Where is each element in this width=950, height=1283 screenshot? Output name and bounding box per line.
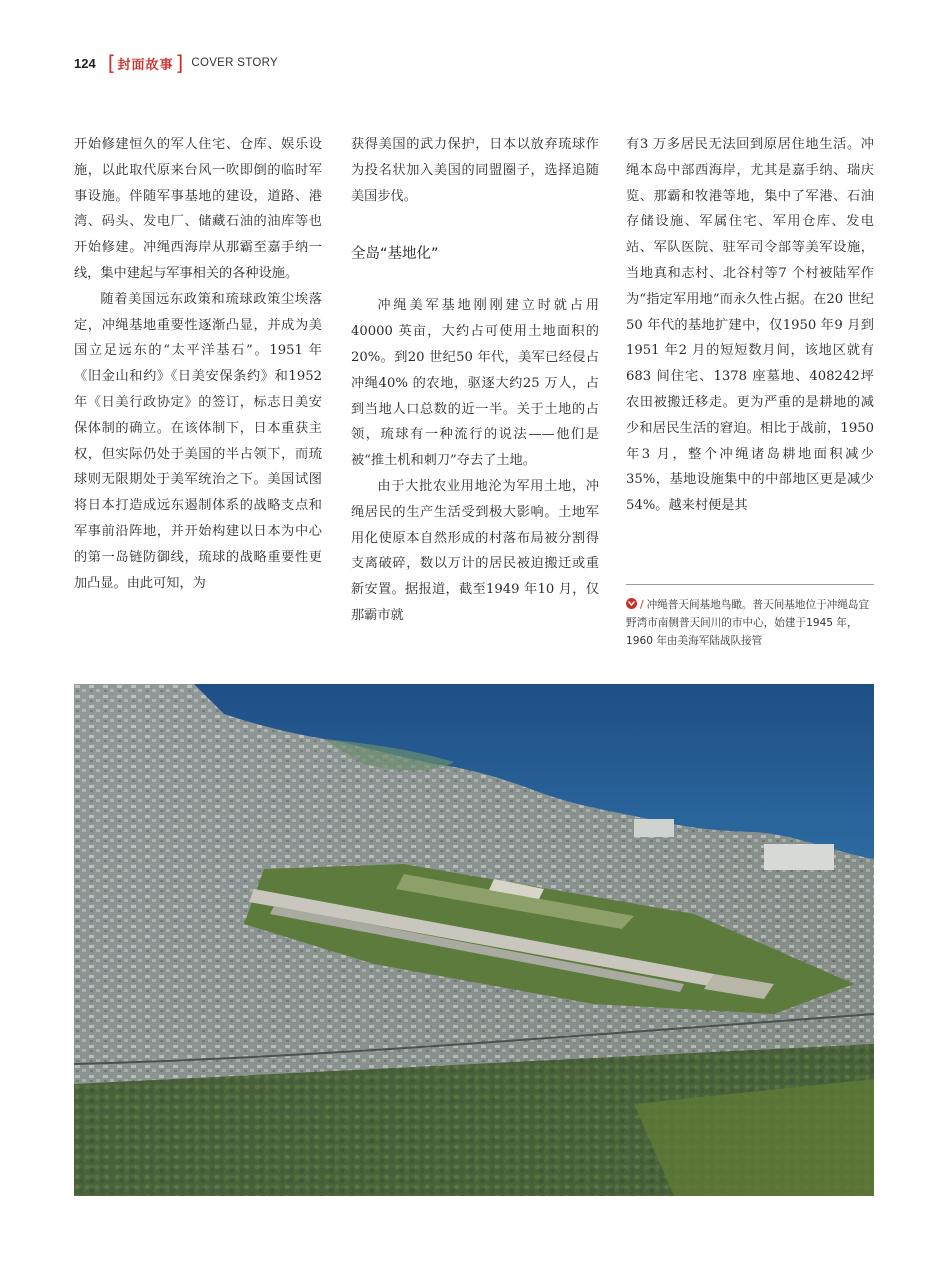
paragraph: 获得美国的武力保护，日本以放弃琉球作为投名状加入美国的同盟圈子，选择追随美国步伐。 xyxy=(351,137,599,204)
caption-slash: / xyxy=(640,599,644,611)
photo-caption xyxy=(626,596,874,650)
aerial-photo xyxy=(74,684,874,1196)
paragraph: 由于大批农业用地沦为军用土地，冲绳居民的生产生活受到极大影响。土地军用化使原本自然形成的村落布局被分割得支离破碎，数以万计的居民被迫搬迁或重新安置。据报道，截至1949 年10 月，仅那霸市就 xyxy=(351,478,599,623)
aerial-photo-graphic xyxy=(74,684,874,1196)
subheading: 全岛“基地化” xyxy=(351,246,439,263)
text-column-1 xyxy=(74,132,322,596)
page-header xyxy=(74,52,278,74)
chevron-down-icon xyxy=(626,598,637,609)
paragraph: 开始修建恒久的军人住宅、仓库、娱乐设施，以此取代原来台风一吹即倒的临时军事设施。伴随军事基地的建设，道路、港湾、码头、发电厂、储藏石油的油库等也开始修建。冲绳西海岸从那霸至嘉手纳一线，集中建起与军事相关的各种设施。 xyxy=(74,137,322,281)
page-number: 124 xyxy=(74,55,96,71)
paragraph: 随着美国远东政策和琉球政策尘埃落定，冲绳基地重要性逐渐凸显，并成为美国立足远东的“太平洋基石”。1951 年《旧金山和约》《日美安保条约》和1952 年《日美行政协定》的签订，标志日美安保体制的确立。在该体制下，日本重获主权，但实际仍处于美国的半占领下，而琉球则无限期处于美军统治之下。美国试图将日本打造成远东遏制体系的战略支点和军事前沿阵地，并开始构建以日本为中心的第一岛链防御线，琉球的战略重要性更加凸显。由此可知，为 xyxy=(74,291,322,591)
caption-text: 冲绳普天间基地鸟瞰。普天间基地位于冲绳岛宜野湾市南侧普天间川的市中心，始建于1945 年，1960 年由美海军陆战队接管 xyxy=(626,599,870,647)
paragraph: 冲绳美军基地刚刚建立时就占用40000 英亩，大约占可使用土地面积的20%。到20 世纪50 年代，美军已经侵占冲绳40% 的农地，驱逐大约25 万人，占到当地人口总数的近一半。关于土地的占领，琉球有一种流行的说法——他们是被“推土机和刺刀”夺去了土地。 xyxy=(351,298,599,469)
paragraph: 有3 万多居民无法回到原居住地生活。冲绳本岛中部西海岸，尤其是嘉手纳、瑞庆览、那霸和牧港等地，集中了军港、石油存储设施、军属住宅、军用仓库、发电站、军队医院、驻军司令部等美军设施，当地真和志村、北谷村等7 个村被陆军作为“指定军用地”而永久性占据。在20 世纪50 年代的基地扩建中，仅1950 年9 月到1951 年2 月的短短数月间，该地区就有683 间住宅、1378 座墓地、408242坪农田被搬迁移走。更为严重的是耕地的减少和居民生活的窘迫。相比于战前，1950 年3 月，整个冲绳诸岛耕地面积减少35%，基地设施集中的中部地区更是减少54%。越来村便是其 xyxy=(626,137,874,514)
section-label-en: COVER STORY xyxy=(191,57,278,69)
right-bracket: ] xyxy=(175,51,184,75)
left-bracket: [ xyxy=(107,51,116,75)
text-column-2 xyxy=(351,132,599,629)
text-column-3 xyxy=(626,132,874,519)
section-label: 封面故事 xyxy=(117,57,174,73)
caption-divider xyxy=(626,584,874,585)
